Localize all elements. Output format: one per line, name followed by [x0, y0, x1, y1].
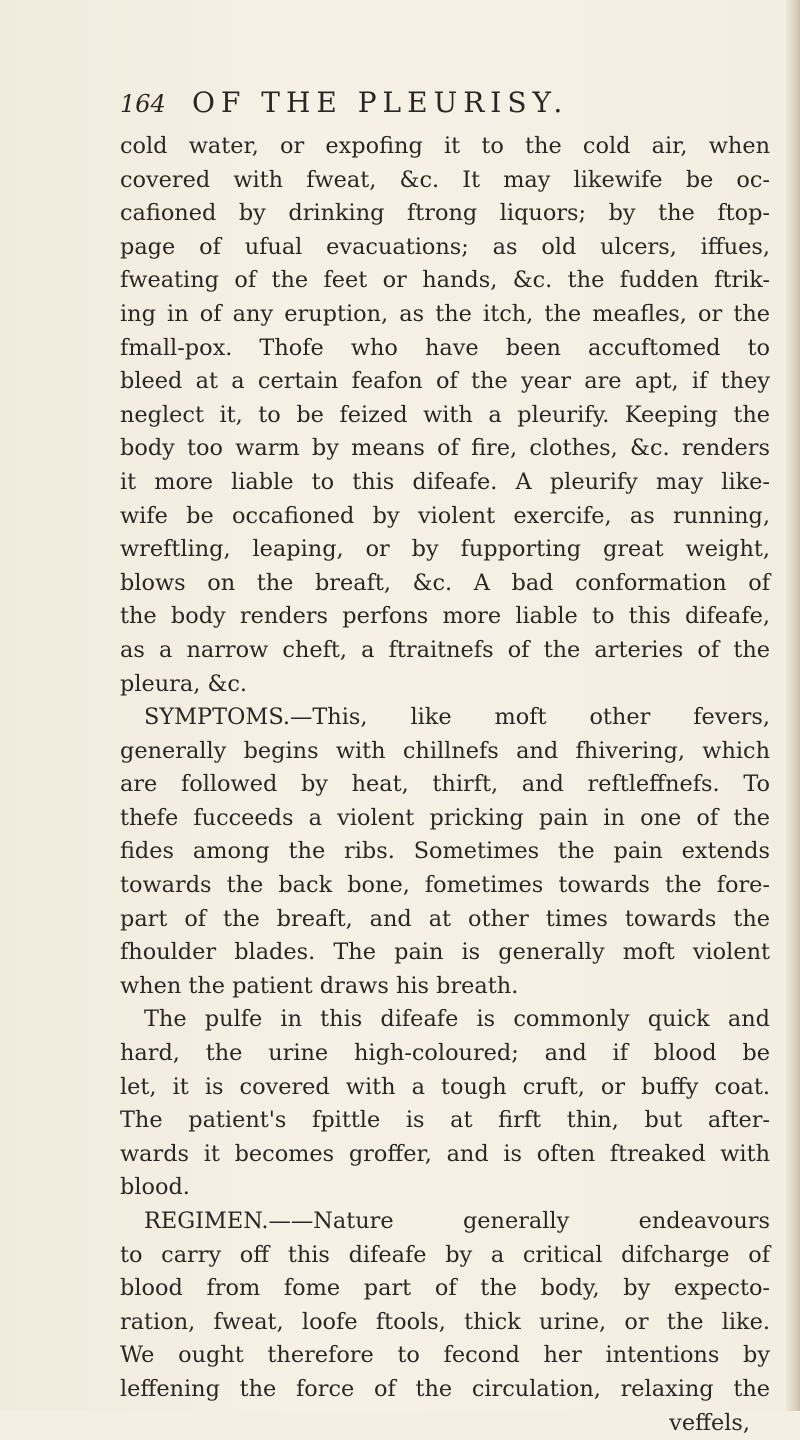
page-number: 164 [120, 90, 166, 118]
page-header [120, 86, 760, 130]
text-line: body too warm by means of fire, clothes, &c. renders [120, 435, 770, 462]
text-line: cafioned by drinking ftrong liquors; by the ftop- [120, 200, 770, 227]
text-line: covered with fweat, &c. It may likewife be oc- [120, 166, 770, 193]
text-line: wife be occafioned by violent exercife, as running, [120, 502, 770, 529]
running-title: OF THE PLEURISY. [192, 86, 569, 119]
text-line: The patient's fpittle is at firft thin, but after- [120, 1107, 770, 1134]
text-line: thefe fucceeds a violent pricking pain in one of the [120, 804, 770, 831]
text-line: the body renders perfons more liable to this difeafe, [120, 603, 770, 630]
text-line: are followed by heat, thirft, and reftleffnefs. To [120, 771, 770, 798]
text-line: when the patient draws his breath. [120, 972, 519, 999]
text-line: towards the back bone, fometimes towards the fore- [120, 872, 770, 899]
text-line: blood from fome part of the body, by expecto- [120, 1275, 770, 1302]
text-line: generally begins with chillnefs and fhivering, which [120, 737, 770, 764]
body-text [120, 130, 770, 1440]
text-line: as a narrow cheft, a ftraitnefs of the arteries of the [120, 636, 770, 663]
text-line: page of ufual evacuations; as old ulcers, iffues, [120, 233, 770, 260]
text-line: fweating of the feet or hands, &c. the fudden ftrik- [120, 267, 770, 294]
text-line: hard, the urine high-coloured; and if blood be [120, 1040, 770, 1067]
text-line: part of the breaft, and at other times towards the [120, 905, 770, 932]
text-line: ing in of any eruption, as the itch, the meafles, or the [120, 300, 770, 327]
catchword: veffels, [669, 1409, 750, 1436]
text-line: We ought therefore to fecond her intentions by [120, 1342, 770, 1369]
section-heading-symptoms: SYMPTOMS.—This, like moft other fevers, [144, 704, 770, 731]
text-line: let, it is covered with a tough cruft, or buffy coat. [120, 1073, 770, 1100]
text-line: cold water, or expofing it to the cold air, when [120, 133, 770, 159]
text-line: leffening the force of the circulation, relaxing the [120, 1375, 770, 1402]
text-line: fides among the ribs. Sometimes the pain extends [120, 838, 770, 865]
text-line: blood. [120, 1174, 190, 1201]
page-edge-shadow [786, 0, 800, 1411]
text-line: wards it becomes groffer, and is often ftreaked with [120, 1140, 770, 1167]
section-heading-regimen: REGIMEN.——Nature generally endeavours [144, 1208, 770, 1234]
text-line: bleed at a certain feafon of the year are apt, if they [120, 368, 770, 395]
text-line: neglect it, to be feized with a pleurify. Keeping the [120, 401, 770, 428]
text-line: fhoulder blades. The pain is generally moft violent [120, 939, 770, 966]
text-line: it more liable to this difeafe. A pleurify may like- [120, 468, 770, 495]
text-line: to carry off this difeafe by a critical difcharge of [120, 1241, 770, 1268]
text-line: pleura, &c. [120, 670, 248, 697]
text-line: ration, fweat, loofe ftools, thick urine, or the like. [120, 1308, 770, 1335]
text-line: blows on the breaft, &c. A bad conformation of [120, 569, 770, 596]
text-line: The pulfe in this difeafe is commonly quick and [144, 1006, 770, 1033]
text-line: fmall-pox. Thofe who have been accuftomed to [120, 334, 770, 361]
text-line: wreftling, leaping, or by fupporting great weight, [120, 536, 770, 563]
